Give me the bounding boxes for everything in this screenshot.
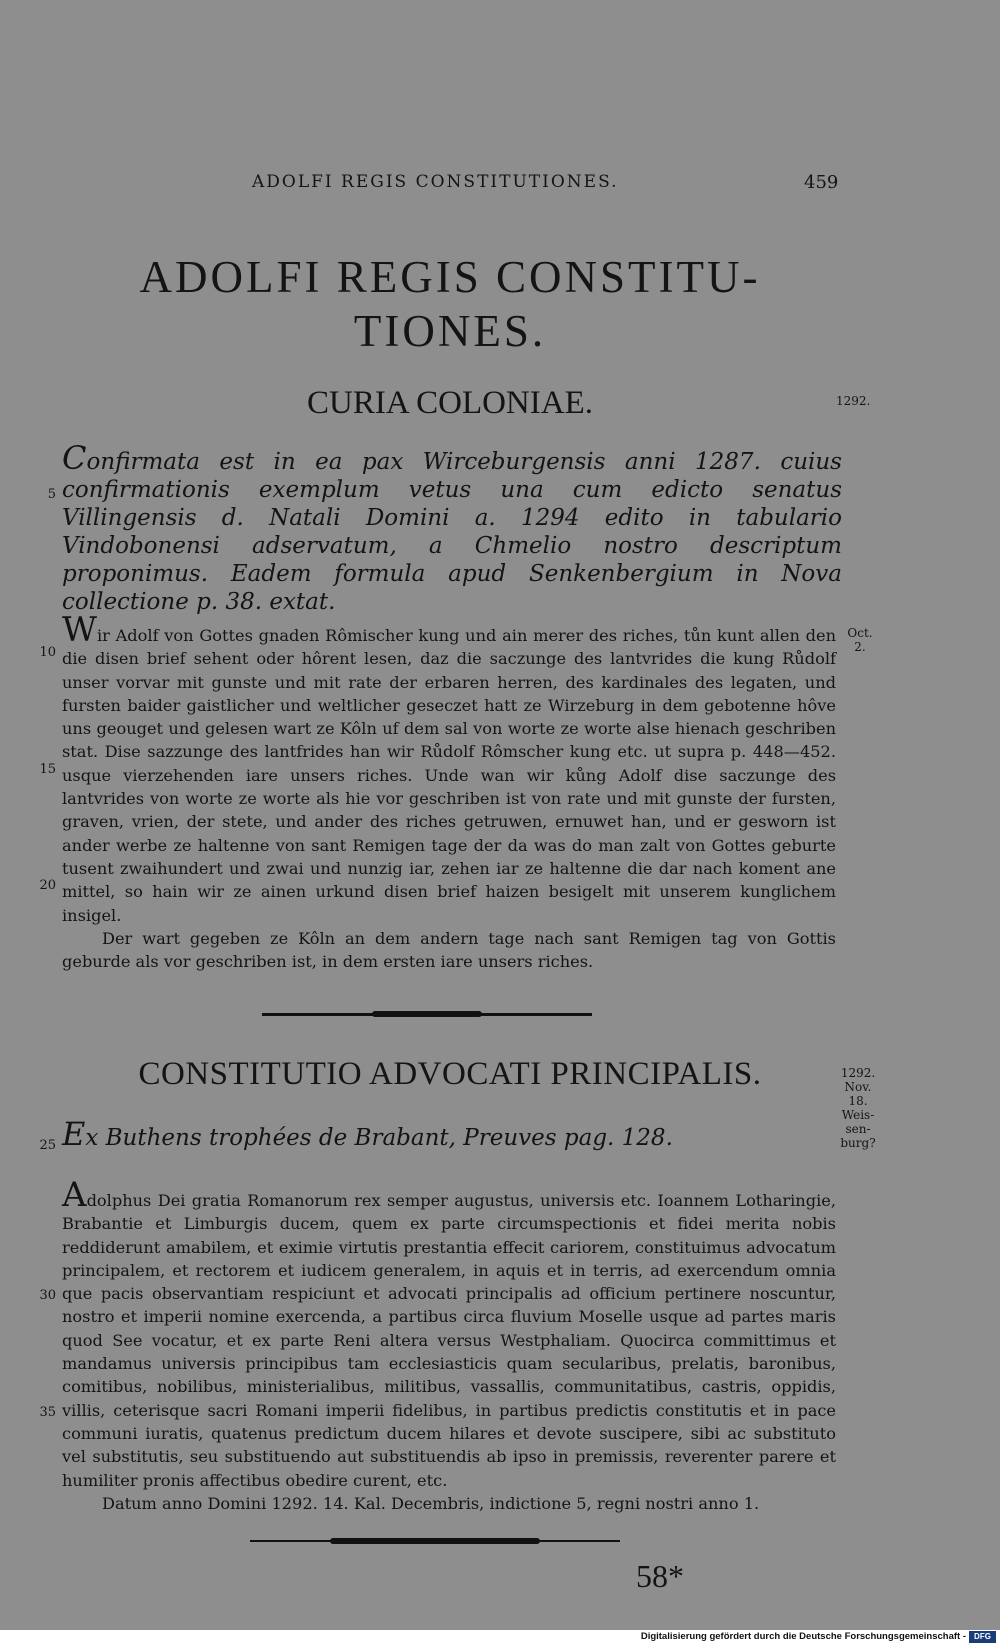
footer-bar [0, 1630, 1000, 1644]
footer-credit: Digitalisierung gefördert durch die Deutsche Forschungsgemeinschaft - [640, 1631, 966, 1642]
decree-paragraph-1-text: dolphus Dei gratia Romanorum rex semper augustus, universis etc. Ioannem Lotharingie, Brabantie et Limburgis ducem, quem ex parte circumspectionis et fidei merita nobis reddiderunt amabilem, et eximie virtutis prestantia effecit cariorem, constituimus advocatum principalem, et rectorem et iudicem generalem, in aquis et in terris, ad exercendum omnia que pacis observantiam respiciunt et advocati principalis ad officium pertinere noscuntur, nostro et imperii nomine exercenda, a partibus circa fluvium Moselle usque ad partes maris quod See vocatur, et ex parte Reni altera versus Westphaliam. Quocirca committimus et mandamus universis principibus tam ecclesiasticis quam secularibus, prelatis, baronibus, comitibus, nobilibus, ministerialibus, militibus, vassallis, communitatibus, castris, oppidis, villis, ceterisque sacri Romani imperii fidelibus, in partibus predictis constitutis et in pace communi iuratis, quatenus predictum ducem hilares et devote suscipere, sibi ac substituto vel substitutis, seu substituendo aut substituendis ab ipso in premissis, reverenter parere et humiliter pronis affectibus obedire curent, etc. [62, 1191, 836, 1490]
note-line: 18. [848, 1094, 868, 1108]
line-number: 30 [39, 1288, 56, 1303]
section2-date-note [838, 1066, 878, 1150]
note-line: burg? [840, 1136, 876, 1150]
main-title-line-1: ADOLFI REGIS CONSTITU- [139, 252, 761, 302]
decree-paragraph-1 [62, 1175, 836, 1492]
year-margin-note: 1292. [836, 394, 871, 408]
line-number: 10 [39, 645, 56, 660]
charter-dropcap: W [62, 610, 97, 650]
note-line: sen- [845, 1122, 871, 1136]
intro-text: onfirmata est in ea pax Wirceburgensis anni 1287. cuius confirmationis exemplum vetus una cum edicto senatus Villingensis d. Natali Domini a. 1294 edito in tabulario Vindobonensi adservatum, a Chmelio nostro descriptum proponimus. Eadem formula apud Senkenbergium in Nova collectione p. 38. extat. [62, 449, 842, 615]
charter-text [62, 610, 836, 973]
decree-dropcap: A [62, 1175, 87, 1215]
main-title [80, 250, 820, 358]
charter-paragraph-1-text: ir Adolf von Gottes gnaden Rômischer kung und ain merer des riches, tůn kunt allen den die disen brief sehent oder hôrent lesen, daz die saczunge des lantvrides die kung Růdolf unser vorvar mit gunste und mit rate der erbaren herren, des kardinales des legaten, und fursten baider gaistlicher und weltlicher geseczet hatt ze Wirzeburg in dem gebotenne hôve uns geouget und gelesen wart ze Kôln uf dem sal von worte ze worte alse hienach geschriben stat. Dise sazzunge des lantfrides han wir Růdolf Rômscher kung etc. ut supra p. 448—452. usque vierzehenden iare unsers riches. Unde wan wir kůng Adolf dise saczunge des lantvrides von worte ze worte als hie vor geschriben ist von rate und mit gunste der fursten, graven, vrien, der stete, und ander des riches getruwen, ernuwet han, und er gesworn ist ander werbe ze haltenne von sant Remigen tage der da was do man zalt von Gottes geburte tusent zwaihundert und zwai und nunzig iar, zehen iar ze haltenne die dar nach koment ane mittel, so hain wir ze ainen urkund disen brief haizen besigelt mit unserem kunglichem insigel. [62, 626, 836, 925]
decree-paragraph-2: Datum anno Domini 1292. 14. Kal. Decembris, indictione 5, regni nostri anno 1. [102, 1493, 760, 1513]
charter-paragraph-2: Der wart gegeben ze Kôln an dem andern tage nach sant Remigen tag von Gottis geburde als vor geschriben ist, in dem ersten iare unsers riches. [62, 928, 836, 972]
running-header: ADOLFI REGIS CONSTITUTIONES. [252, 172, 619, 192]
dfg-logo: DFG [969, 1631, 996, 1643]
note-line: Nov. [844, 1080, 872, 1094]
charter-paragraph-1 [62, 610, 836, 927]
source-line [62, 1115, 673, 1153]
note-line: Weis- [841, 1108, 875, 1122]
note-line: 1292. [840, 1066, 876, 1080]
intro-paragraph [62, 439, 842, 616]
signature-mark: 58* [636, 1558, 684, 1594]
section-title-curia-coloniae: CURIA COLONIAE. [307, 385, 593, 421]
end-rule-center [330, 1538, 540, 1544]
main-title-line-2: TIONES. [353, 306, 547, 356]
date-margin-note: Oct. 2. [847, 626, 873, 654]
decree-text [62, 1175, 836, 1515]
source-text: x Buthens trophées de Brabant, Preuves pag. 128. [85, 1125, 673, 1151]
line-number: 20 [39, 878, 56, 893]
source-dropcap: E [62, 1115, 86, 1153]
intro-dropcap: C [62, 439, 87, 477]
line-number: 15 [39, 762, 56, 777]
line-number: 5 [47, 487, 56, 502]
line-number: 35 [39, 1405, 56, 1420]
line-number: 25 [39, 1138, 56, 1153]
page-number: 459 [804, 172, 839, 193]
section-title-constitutio: CONSTITUTIO ADVOCATI PRINCIPALIS. [138, 1056, 762, 1092]
separator-rule-center [372, 1011, 482, 1017]
